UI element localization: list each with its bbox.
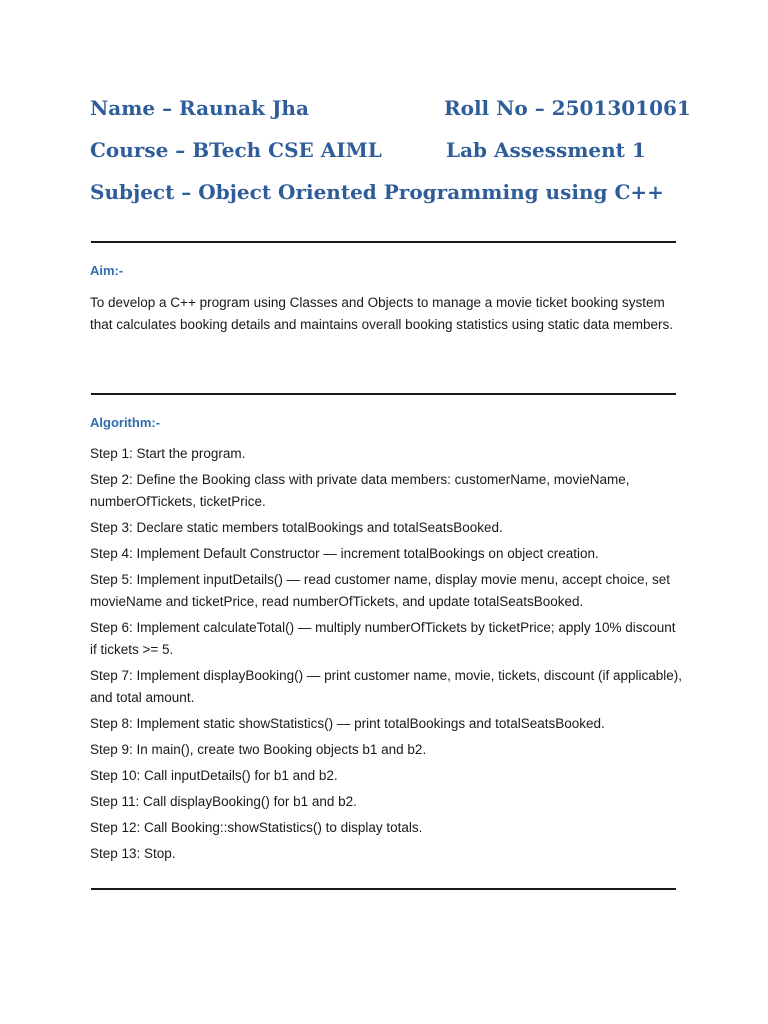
lab-assessment: Lab Assessment 1 bbox=[446, 138, 646, 162]
aim-title: Aim:- bbox=[90, 263, 124, 278]
algorithm-step: Step 2: Define the Booking class with private data members: customerName, movieName, numberOfTickets, ticketPrice. bbox=[90, 472, 630, 509]
algorithm-step: Step 5: Implement inputDetails() — read customer name, display movie menu, accept choice, set movieName and ticketPrice, read numberOfTickets, and update totalSeatsBooked. bbox=[90, 572, 671, 609]
algorithm-title: Algorithm:- bbox=[90, 415, 161, 430]
algorithm-step: Step 9: In main(), create two Booking objects b1 and b2. bbox=[90, 742, 427, 757]
algorithm-step: Step 3: Declare static members totalBookings and totalSeatsBooked. bbox=[90, 520, 503, 535]
algorithm-step: Step 4: Implement Default Constructor — increment totalBookings on object creation. bbox=[90, 546, 599, 561]
divider-rule-2 bbox=[91, 393, 676, 395]
course: Course – BTech CSE AIML bbox=[90, 138, 382, 162]
subject: Subject – Object Oriented Programming using C++ bbox=[90, 180, 664, 204]
algorithm-step: Step 12: Call Booking::showStatistics() to display totals. bbox=[90, 820, 423, 835]
algorithm-step: Step 8: Implement static showStatistics() — print totalBookings and totalSeatsBooked. bbox=[90, 716, 605, 731]
student-name: Name – Raunak Jha bbox=[90, 96, 309, 120]
algorithm-step: Step 10: Call inputDetails() for b1 and b2. bbox=[90, 768, 338, 783]
algorithm-steps-list bbox=[90, 443, 685, 869]
algorithm-step: Step 13: Stop. bbox=[90, 846, 176, 861]
algorithm-step: Step 6: Implement calculateTotal() — multiply numberOfTickets by ticketPrice; apply 10% discount if tickets >= 5. bbox=[90, 620, 676, 657]
divider-rule-1 bbox=[91, 241, 676, 243]
algorithm-step: Step 1: Start the program. bbox=[90, 446, 246, 461]
divider-rule-3 bbox=[91, 888, 676, 890]
roll-number: Roll No – 2501301061 bbox=[444, 96, 691, 120]
algorithm-step: Step 11: Call displayBooking() for b1 and b2. bbox=[90, 794, 357, 809]
aim-text: To develop a C++ program using Classes and Objects to manage a movie ticket booking system that calculates booking details and maintains overall booking statistics using static data members. bbox=[90, 295, 674, 332]
algorithm-step: Step 7: Implement displayBooking() — print customer name, movie, tickets, discount (if applicable), and total amount. bbox=[90, 668, 683, 705]
